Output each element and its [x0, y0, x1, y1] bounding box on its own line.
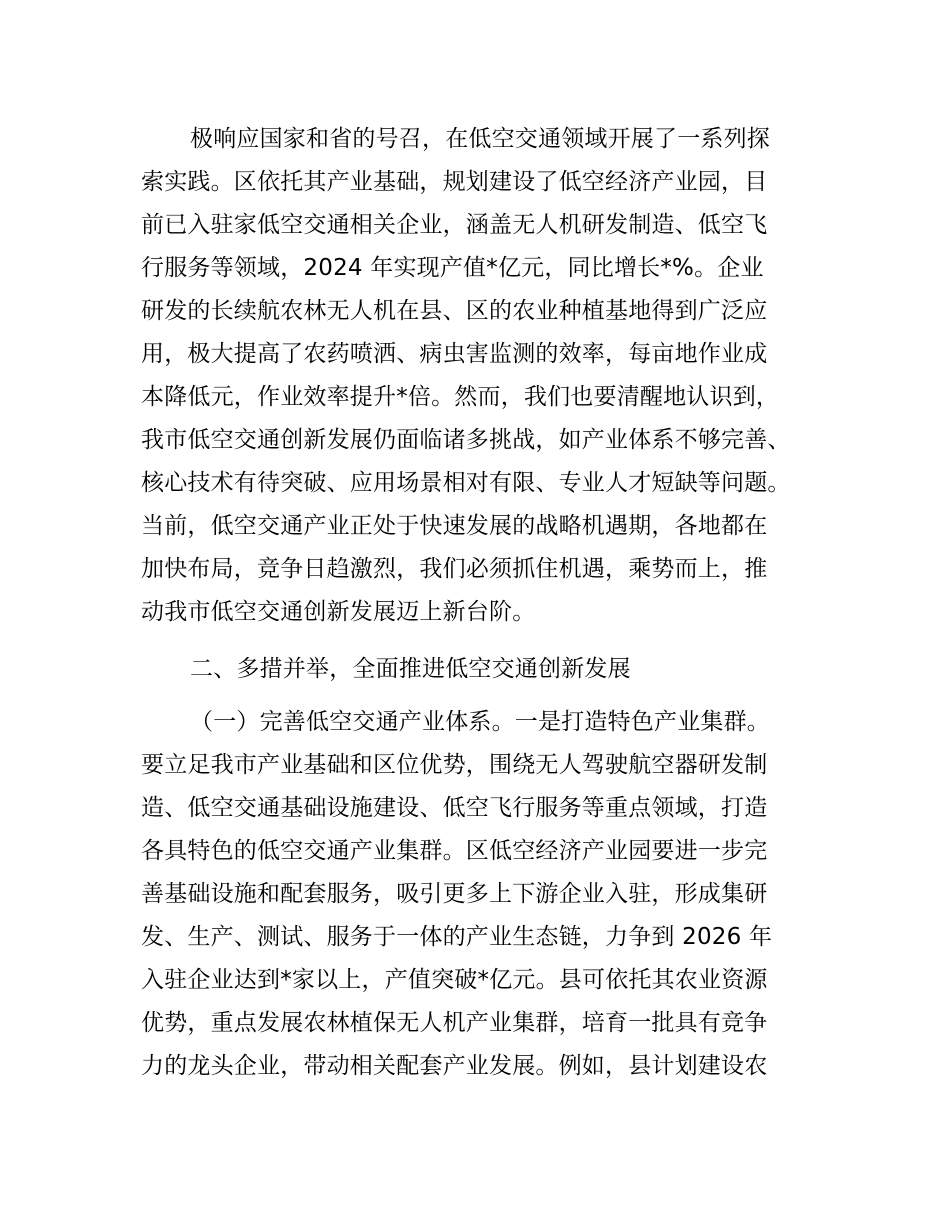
paragraph-line: 行服务等领域，2024 年实现产值*亿元，同比增长*%。企业 [141, 255, 764, 281]
paragraph-line: 我市低空交通创新发展仍面临诸多挑战，如产业体系不够完善、 [141, 427, 791, 453]
paragraph-line: 优势，重点发展农林植保无人机产业集群，培育一批具有竞争 [141, 1010, 768, 1036]
paragraph-line: 各具特色的低空交通产业集群。区低空经济产业园要进一步完 [141, 838, 768, 864]
section-heading: 二、多措并举，全面推进低空交通创新发展 [190, 656, 631, 682]
paragraph-line: 动我市低空交通创新发展迈上新台阶。 [141, 599, 536, 625]
paragraph-line: 加快布局，竞争日趋激烈，我们必须抓住机遇，乘势而上，推 [141, 556, 768, 582]
paragraph-line: 极响应国家和省的号召，在低空交通领域开展了一系列探 [190, 126, 770, 152]
paragraph-line: 核心技术有待突破、应用场景相对有限、专业人才短缺等问题。 [141, 470, 791, 496]
paragraph-line: 发、生产、测试、服务于一体的产业生态链，力争到 2026 年 [141, 924, 773, 950]
paragraph-line: 索实践。区依托其产业基础，规划建设了低空经济产业园，目 [141, 169, 768, 195]
paragraph-line: 当前，低空交通产业正处于快速发展的战略机遇期，各地都在 [141, 513, 768, 539]
paragraph-line: 本降低元，作业效率提升*倍。然而，我们也要清醒地认识到， [141, 384, 780, 410]
paragraph-line: （一）完善低空交通产业体系。一是打造特色产业集群。 [190, 709, 770, 735]
paragraph-line: 造、低空交通基础设施建设、低空飞行服务等重点领域，打造 [141, 795, 768, 821]
paragraph-line: 力的龙头企业，带动相关配套产业发展。例如，县计划建设农 [141, 1053, 768, 1079]
paragraph-line: 用，极大提高了农药喷洒、病虫害监测的效率，每亩地作业成 [141, 341, 768, 367]
paragraph-line: 要立足我市产业基础和区位优势，围绕无人驾驶航空器研发制 [141, 752, 768, 778]
paragraph-line: 入驻企业达到*家以上，产值突破*亿元。县可依托其农业资源 [141, 967, 768, 993]
paragraph-line: 前已入驻家低空交通相关企业，涵盖无人机研发制造、低空飞 [141, 212, 768, 238]
paragraph-line: 研发的长续航农林无人机在县、区的农业种植基地得到广泛应 [141, 298, 768, 324]
paragraph-line: 善基础设施和配套服务，吸引更多上下游企业入驻，形成集研 [141, 881, 768, 907]
